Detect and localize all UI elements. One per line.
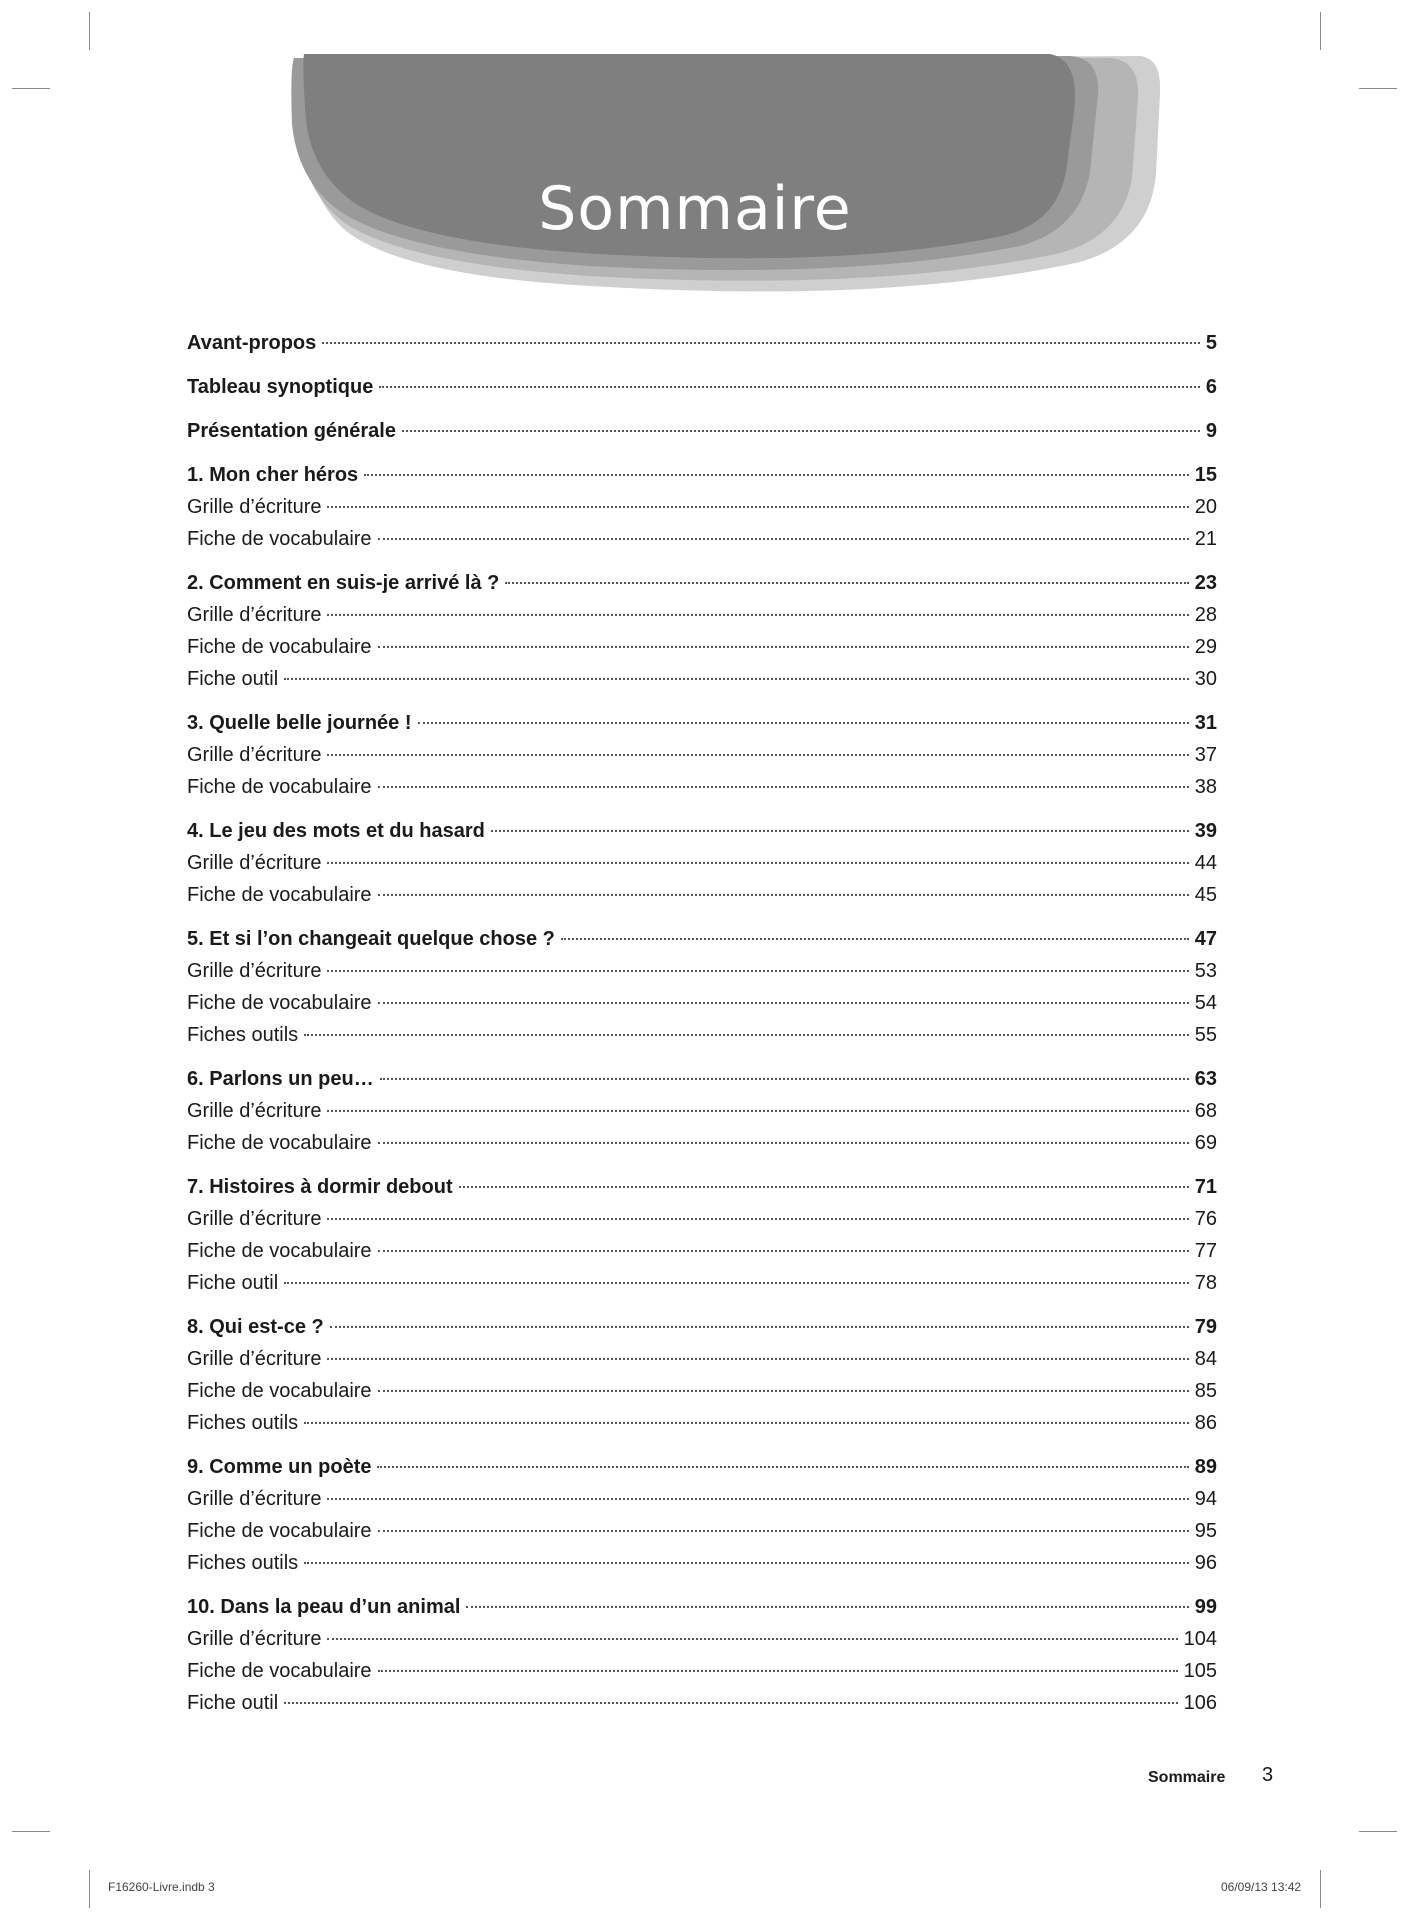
toc-dot-leader bbox=[327, 970, 1188, 972]
toc-entry-page: 89 bbox=[1194, 1456, 1217, 1478]
crop-mark-bottom-left bbox=[89, 1870, 90, 1908]
toc-entry bbox=[187, 1456, 1217, 1488]
table-of-contents bbox=[187, 332, 1217, 1724]
toc-entry bbox=[187, 928, 1217, 960]
toc-dot-leader bbox=[378, 1250, 1189, 1252]
toc-dot-leader bbox=[418, 722, 1189, 724]
toc-entry-title: Fiche de vocabulaire bbox=[187, 1520, 372, 1542]
toc-entry-page: 96 bbox=[1194, 1552, 1217, 1574]
toc-entry-title: Fiche outil bbox=[187, 668, 279, 690]
toc-entry-title: 4. Le jeu des mots et du hasard bbox=[187, 820, 485, 842]
toc-entry-page: 71 bbox=[1194, 1176, 1217, 1198]
toc-entry bbox=[187, 1348, 1217, 1380]
toc-entry bbox=[187, 1272, 1217, 1304]
toc-entry bbox=[187, 1208, 1217, 1240]
toc-entry bbox=[187, 1240, 1217, 1272]
toc-entry bbox=[187, 776, 1217, 808]
toc-dot-leader bbox=[330, 1326, 1189, 1328]
toc-dot-leader bbox=[379, 386, 1200, 388]
toc-entry-title: Fiche outil bbox=[187, 1692, 279, 1714]
toc-entry bbox=[187, 852, 1217, 884]
toc-entry bbox=[187, 1596, 1217, 1628]
toc-entry-page: 94 bbox=[1194, 1488, 1217, 1510]
toc-dot-leader bbox=[561, 938, 1189, 940]
toc-entry bbox=[187, 1488, 1217, 1520]
toc-entry-page: 37 bbox=[1194, 744, 1217, 766]
toc-entry bbox=[187, 420, 1217, 452]
toc-entry-page: 47 bbox=[1194, 928, 1217, 950]
toc-dot-leader bbox=[304, 1562, 1189, 1564]
crop-mark-top-left-horizontal bbox=[12, 88, 50, 89]
toc-entry-page: 44 bbox=[1194, 852, 1217, 874]
toc-entry bbox=[187, 1316, 1217, 1348]
toc-dot-leader bbox=[378, 538, 1189, 540]
toc-entry bbox=[187, 884, 1217, 916]
toc-entry bbox=[187, 464, 1217, 496]
toc-dot-leader bbox=[378, 1002, 1189, 1004]
toc-entry-page: 5 bbox=[1205, 332, 1217, 354]
toc-entry bbox=[187, 636, 1217, 668]
toc-entry-title: 10. Dans la peau d’un animal bbox=[187, 1596, 461, 1618]
toc-entry-page: 23 bbox=[1194, 572, 1217, 594]
toc-entry bbox=[187, 1552, 1217, 1584]
toc-entry bbox=[187, 1412, 1217, 1444]
toc-dot-leader bbox=[304, 1034, 1189, 1036]
toc-entry-title: Fiches outils bbox=[187, 1412, 299, 1434]
toc-entry bbox=[187, 604, 1217, 636]
crop-mark-top-right-horizontal bbox=[1359, 88, 1397, 89]
toc-entry-page: 76 bbox=[1194, 1208, 1217, 1230]
toc-entry-title: Fiches outils bbox=[187, 1024, 299, 1046]
toc-entry-page: 6 bbox=[1205, 376, 1217, 398]
crop-mark-bottom-right-horizontal bbox=[1359, 1831, 1397, 1832]
toc-dot-leader bbox=[327, 614, 1188, 616]
toc-entry-title: Avant-propos bbox=[187, 332, 317, 354]
toc-dot-leader bbox=[322, 342, 1200, 344]
toc-entry-page: 28 bbox=[1194, 604, 1217, 626]
toc-entry-page: 31 bbox=[1194, 712, 1217, 734]
toc-entry-page: 95 bbox=[1194, 1520, 1217, 1542]
toc-entry-page: 45 bbox=[1194, 884, 1217, 906]
toc-entry bbox=[187, 496, 1217, 528]
footer-page-number: 3 bbox=[1262, 1764, 1274, 1786]
toc-entry-title: Grille d’écriture bbox=[187, 960, 322, 982]
toc-dot-leader bbox=[327, 1110, 1188, 1112]
toc-entry-title: Fiche outil bbox=[187, 1272, 279, 1294]
toc-entry-page: 38 bbox=[1194, 776, 1217, 798]
toc-entry-title: 3. Quelle belle journée ! bbox=[187, 712, 412, 734]
toc-dot-leader bbox=[327, 862, 1188, 864]
toc-entry bbox=[187, 1692, 1217, 1724]
toc-entry-page: 85 bbox=[1194, 1380, 1217, 1402]
toc-dot-leader bbox=[491, 830, 1189, 832]
toc-entry-page: 55 bbox=[1194, 1024, 1217, 1046]
toc-entry bbox=[187, 1176, 1217, 1208]
toc-dot-leader bbox=[378, 894, 1189, 896]
toc-dot-leader bbox=[466, 1606, 1188, 1608]
toc-dot-leader bbox=[378, 786, 1189, 788]
crop-mark-bottom-right bbox=[1320, 1870, 1321, 1908]
toc-dot-leader bbox=[284, 1282, 1189, 1284]
toc-dot-leader bbox=[459, 1186, 1189, 1188]
toc-entry-page: 39 bbox=[1194, 820, 1217, 842]
toc-entry-page: 77 bbox=[1194, 1240, 1217, 1262]
toc-dot-leader bbox=[505, 582, 1188, 584]
toc-entry-page: 86 bbox=[1194, 1412, 1217, 1434]
toc-entry-page: 68 bbox=[1194, 1100, 1217, 1122]
toc-dot-leader bbox=[284, 1702, 1177, 1704]
toc-entry-title: 6. Parlons un peu… bbox=[187, 1068, 374, 1090]
toc-entry-title: 1. Mon cher héros bbox=[187, 464, 359, 486]
toc-entry-title: Présentation générale bbox=[187, 420, 396, 442]
print-slug-date: 06/09/13 13:42 bbox=[1221, 1880, 1302, 1894]
toc-entry-title: 5. Et si l’on changeait quelque chose ? bbox=[187, 928, 555, 950]
toc-entry bbox=[187, 820, 1217, 852]
toc-entry bbox=[187, 376, 1217, 408]
toc-entry-title: Fiche de vocabulaire bbox=[187, 1240, 372, 1262]
toc-dot-leader bbox=[327, 506, 1188, 508]
toc-entry-page: 105 bbox=[1183, 1660, 1217, 1682]
toc-dot-leader bbox=[378, 1142, 1189, 1144]
toc-entry-title: 8. Qui est-ce ? bbox=[187, 1316, 324, 1338]
toc-dot-leader bbox=[284, 678, 1189, 680]
toc-entry bbox=[187, 744, 1217, 776]
toc-entry-page: 54 bbox=[1194, 992, 1217, 1014]
toc-entry-page: 78 bbox=[1194, 1272, 1217, 1294]
toc-entry bbox=[187, 528, 1217, 560]
toc-dot-leader bbox=[327, 1218, 1188, 1220]
toc-entry bbox=[187, 992, 1217, 1024]
toc-dot-leader bbox=[327, 1358, 1188, 1360]
toc-entry bbox=[187, 1380, 1217, 1412]
toc-entry bbox=[187, 712, 1217, 744]
toc-entry-title: Grille d’écriture bbox=[187, 744, 322, 766]
toc-entry bbox=[187, 1520, 1217, 1552]
toc-entry-title: Grille d’écriture bbox=[187, 852, 322, 874]
toc-entry bbox=[187, 1068, 1217, 1100]
toc-dot-leader bbox=[380, 1078, 1189, 1080]
toc-entry-title: 9. Comme un poète bbox=[187, 1456, 372, 1478]
toc-entry-title: Grille d’écriture bbox=[187, 1628, 322, 1650]
print-slug-file: F16260-Livre.indb 3 bbox=[108, 1880, 215, 1894]
toc-entry bbox=[187, 668, 1217, 700]
toc-entry-page: 30 bbox=[1194, 668, 1217, 690]
toc-entry bbox=[187, 1660, 1217, 1692]
toc-dot-leader bbox=[327, 1638, 1177, 1640]
crop-mark-top-left bbox=[89, 12, 90, 50]
toc-entry-page: 15 bbox=[1194, 464, 1217, 486]
toc-dot-leader bbox=[402, 430, 1200, 432]
toc-entry bbox=[187, 960, 1217, 992]
title-banner bbox=[290, 54, 1160, 294]
toc-entry-page: 9 bbox=[1205, 420, 1217, 442]
toc-entry-title: Fiche de vocabulaire bbox=[187, 528, 372, 550]
toc-dot-leader bbox=[378, 1390, 1189, 1392]
toc-entry-title: Fiches outils bbox=[187, 1552, 299, 1574]
toc-entry-title: Tableau synoptique bbox=[187, 376, 374, 398]
toc-entry-page: 99 bbox=[1194, 1596, 1217, 1618]
toc-entry-title: Fiche de vocabulaire bbox=[187, 884, 372, 906]
toc-entry-title: Grille d’écriture bbox=[187, 1488, 322, 1510]
toc-entry-title: Fiche de vocabulaire bbox=[187, 1380, 372, 1402]
toc-entry-title: Fiche de vocabulaire bbox=[187, 992, 372, 1014]
toc-entry bbox=[187, 332, 1217, 364]
toc-entry-page: 69 bbox=[1194, 1132, 1217, 1154]
toc-entry bbox=[187, 1100, 1217, 1132]
toc-entry-title: Grille d’écriture bbox=[187, 1100, 322, 1122]
toc-entry-title: 7. Histoires à dormir debout bbox=[187, 1176, 453, 1198]
toc-entry-title: Grille d’écriture bbox=[187, 1348, 322, 1370]
toc-entry-page: 53 bbox=[1194, 960, 1217, 982]
footer-section-label: Sommaire bbox=[1148, 1769, 1226, 1786]
page-title: Sommaire bbox=[538, 174, 852, 244]
toc-entry-title: Grille d’écriture bbox=[187, 1208, 322, 1230]
toc-entry-title: Grille d’écriture bbox=[187, 604, 322, 626]
toc-dot-leader bbox=[304, 1422, 1189, 1424]
toc-entry-page: 20 bbox=[1194, 496, 1217, 518]
toc-entry-title: 2. Comment en suis-je arrivé là ? bbox=[187, 572, 500, 594]
toc-entry bbox=[187, 572, 1217, 604]
toc-dot-leader bbox=[327, 1498, 1188, 1500]
toc-entry-page: 106 bbox=[1183, 1692, 1217, 1714]
crop-mark-top-right bbox=[1320, 12, 1321, 50]
toc-entry-page: 104 bbox=[1183, 1628, 1217, 1650]
toc-dot-leader bbox=[327, 754, 1188, 756]
toc-entry-page: 84 bbox=[1194, 1348, 1217, 1370]
toc-entry-title: Grille d’écriture bbox=[187, 496, 322, 518]
toc-entry-page: 29 bbox=[1194, 636, 1217, 658]
toc-entry-title: Fiche de vocabulaire bbox=[187, 1660, 372, 1682]
toc-dot-leader bbox=[378, 646, 1189, 648]
toc-entry-title: Fiche de vocabulaire bbox=[187, 636, 372, 658]
toc-entry bbox=[187, 1132, 1217, 1164]
toc-entry bbox=[187, 1024, 1217, 1056]
toc-dot-leader bbox=[364, 474, 1189, 476]
crop-mark-bottom-left-horizontal bbox=[12, 1831, 50, 1832]
toc-dot-leader bbox=[378, 1530, 1189, 1532]
toc-entry-page: 63 bbox=[1194, 1068, 1217, 1090]
toc-entry bbox=[187, 1628, 1217, 1660]
toc-entry-page: 79 bbox=[1194, 1316, 1217, 1338]
toc-dot-leader bbox=[378, 1670, 1178, 1672]
toc-entry-title: Fiche de vocabulaire bbox=[187, 1132, 372, 1154]
toc-entry-title: Fiche de vocabulaire bbox=[187, 776, 372, 798]
toc-dot-leader bbox=[377, 1466, 1188, 1468]
toc-entry-page: 21 bbox=[1194, 528, 1217, 550]
